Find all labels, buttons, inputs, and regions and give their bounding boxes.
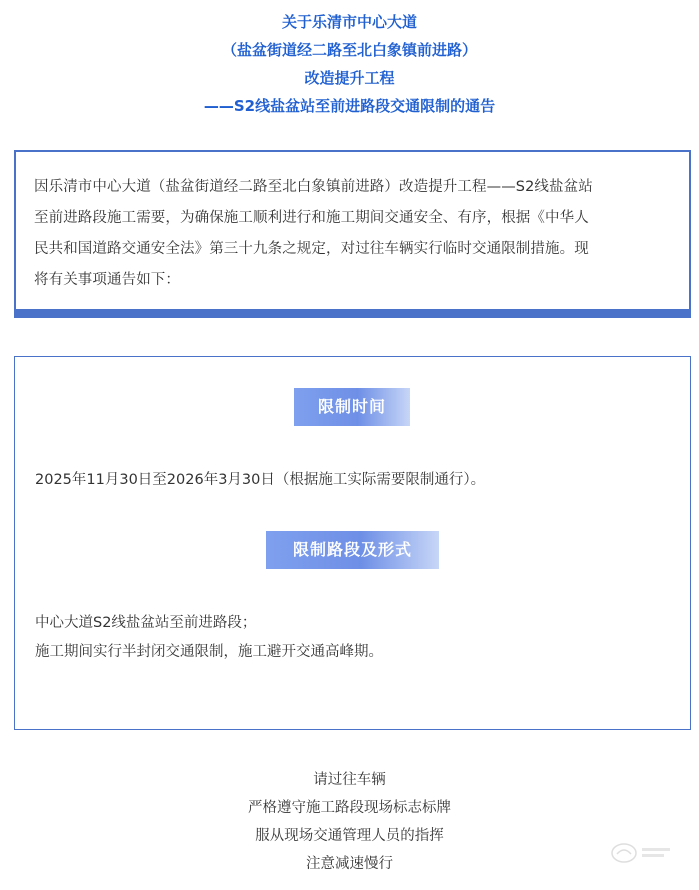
restriction-time-text: 2025年11月30日至2026年3月30日（根据施工实际需要限制通行）。 (35, 472, 486, 488)
closing-line-1: 请过往车辆 (313, 772, 386, 788)
restriction-info-box (14, 356, 691, 730)
notice-title (0, 8, 699, 120)
intro-line-2: 至前进路段施工需要，为确保施工顺利进行和施工期间交通安全、有序，根据《中华人 (34, 210, 589, 226)
title-line-3: 改造提升工程 (304, 69, 395, 87)
closing-line-3: 服从现场交通管理人员的指挥 (255, 828, 444, 844)
title-line-1: 关于乐清市中心大道 (281, 13, 417, 31)
closing-notice (0, 766, 699, 878)
closing-line-2: 严格遵守施工路段现场标志标牌 (248, 800, 451, 816)
title-line-4: ——S2线盐盆站至前进路段交通限制的通告 (203, 97, 496, 115)
title-line-2: （盐盆街道经二路至北白象镇前进路） (221, 41, 477, 59)
intro-bottom-bar (14, 309, 691, 318)
route-line-2: 施工期间实行半封闭交通限制，施工避开交通高峰期。 (35, 644, 383, 660)
intro-line-4: 将有关事项通告如下： (34, 272, 180, 288)
intro-line-1: 因乐清市中心大道（盐盆街道经二路至北白象镇前进路）改造提升工程——S2线盐盆站 (34, 179, 593, 195)
restriction-route-text (35, 609, 383, 667)
intro-line-3: 民共和国道路交通安全法》第三十九条之规定，对过往车辆实行临时交通限制措施。现 (34, 241, 589, 257)
restriction-time-heading: 限制时间 (294, 388, 410, 426)
restriction-route-heading: 限制路段及形式 (266, 531, 439, 569)
closing-line-4: 注意减速慢行 (306, 856, 393, 872)
route-line-1: 中心大道S2线盐盆站至前进路段； (35, 615, 257, 631)
watermark-logo (608, 840, 676, 866)
intro-paragraph (34, 172, 674, 296)
intro-box (14, 150, 691, 309)
